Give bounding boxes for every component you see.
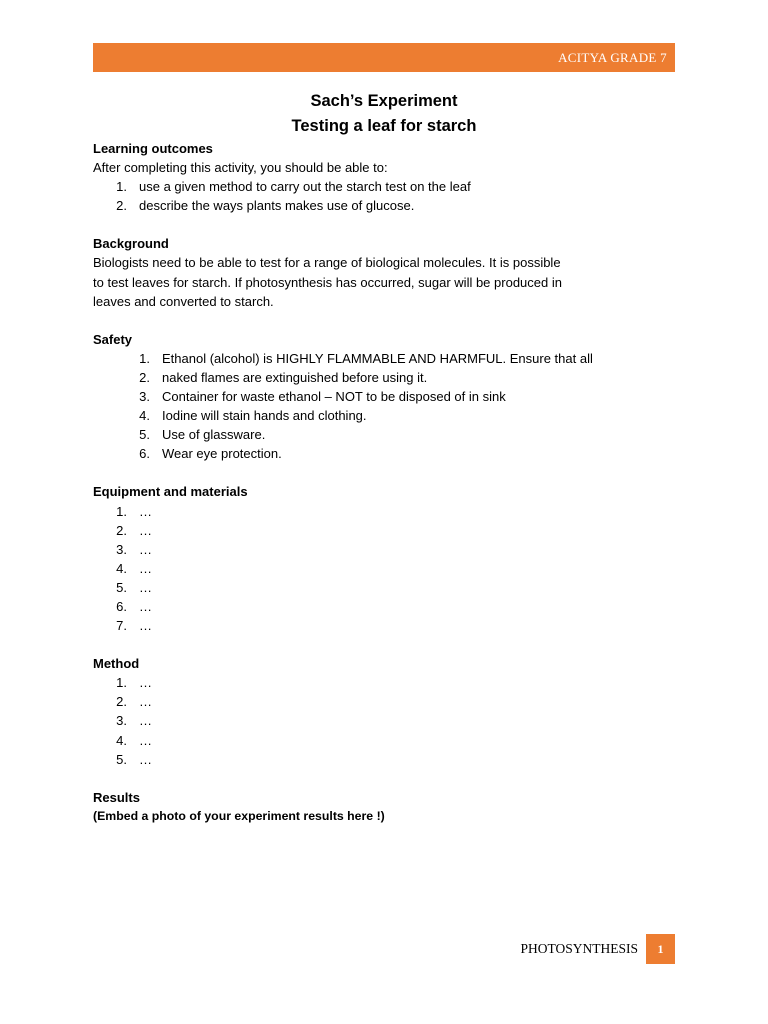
item-number: 1. [116, 675, 127, 691]
item-text: Ethanol (alcohol) is HIGHLY FLAMMABLE AND HARMFUL. Ensure that all [162, 350, 593, 366]
list-item [93, 711, 653, 730]
item-text: … [139, 522, 152, 538]
list-item [93, 597, 653, 616]
spacer [93, 635, 653, 654]
item-text: Use of glassware. [162, 427, 266, 443]
background-line: to test leaves for starch. If photosynthesis has occurred, sugar will be produced in [93, 274, 562, 290]
item-text: … [139, 694, 152, 710]
item-text: Container for waste ethanol – NOT to be disposed of in sink [162, 389, 506, 405]
item-text: … [139, 560, 152, 576]
list-item [93, 196, 653, 215]
item-number: 2. [116, 198, 127, 214]
background-heading: Background [93, 236, 169, 252]
item-number: 4. [116, 732, 127, 748]
item-text: use a given method to carry out the starch test on the leaf [139, 179, 471, 195]
list-item [93, 559, 653, 578]
safety-list [93, 349, 653, 464]
item-number: 5. [116, 579, 127, 595]
item-text: Wear eye protection. [162, 446, 282, 462]
list-item [93, 540, 653, 559]
background-line: leaves and converted to starch. [93, 293, 274, 309]
item-number: 5. [116, 751, 127, 767]
title-line-2: Testing a leaf for starch [291, 117, 477, 135]
item-text: … [139, 503, 152, 519]
list-item [93, 425, 653, 444]
item-number: 4. [116, 560, 127, 576]
results-note: (Embed a photo of your experiment results here !) [93, 808, 385, 823]
item-text: … [139, 598, 152, 614]
item-number: 7. [116, 618, 127, 634]
item-text: Iodine will stain hands and clothing. [162, 408, 367, 424]
list-item [93, 750, 653, 769]
spacer [93, 769, 653, 788]
document-body [93, 139, 653, 826]
item-number: 5. [139, 427, 150, 443]
item-number: 3. [116, 541, 127, 557]
list-item [93, 349, 653, 368]
list-item [93, 578, 653, 597]
background-line: Biologists need to be able to test for a range of biological molecules. It is possible [93, 255, 561, 271]
item-text: … [139, 713, 152, 729]
item-number: 1. [116, 503, 127, 519]
spacer [93, 311, 653, 330]
item-number: 1. [139, 350, 150, 366]
list-item [93, 387, 653, 406]
learning-outcomes-list [93, 177, 653, 215]
item-number: 6. [139, 446, 150, 462]
list-item [93, 502, 653, 521]
item-number: 2. [116, 694, 127, 710]
list-item [93, 177, 653, 196]
spacer [93, 215, 653, 234]
list-item [93, 521, 653, 540]
item-text: … [139, 541, 152, 557]
list-item [93, 673, 653, 692]
safety-heading: Safety [93, 331, 133, 347]
method-heading: Method [93, 656, 140, 672]
page-number: 1 [646, 934, 675, 964]
item-text: … [139, 751, 152, 767]
list-item [93, 731, 653, 750]
item-text: … [139, 579, 152, 595]
list-item [93, 444, 653, 463]
item-number: 1. [116, 179, 127, 195]
learning-outcomes-heading: Learning outcomes [93, 141, 213, 156]
results-heading: Results [93, 789, 140, 805]
list-item [93, 616, 653, 635]
item-text: describe the ways plants makes use of glucose. [139, 198, 415, 214]
equipment-heading: Equipment and materials [93, 484, 248, 500]
item-text: … [139, 618, 152, 634]
method-list [93, 673, 653, 768]
learning-outcomes-intro: After completing this activity, you should be able to: [93, 160, 388, 176]
list-item [93, 368, 653, 387]
item-text: naked flames are extinguished before using it. [162, 369, 428, 385]
spacer [93, 463, 653, 482]
header-bar [93, 43, 675, 72]
list-item [93, 406, 653, 425]
list-item [93, 692, 653, 711]
item-number: 3. [116, 713, 127, 729]
item-number: 2. [139, 369, 150, 385]
item-number: 6. [116, 598, 127, 614]
equipment-list [93, 502, 653, 636]
page-footer [470, 934, 675, 964]
item-number: 4. [139, 408, 150, 424]
footer-title: PHOTOSYNTHESIS [520, 941, 638, 956]
header-title: ACITYA GRADE 7 [558, 49, 667, 65]
item-number: 3. [139, 389, 150, 405]
item-text: … [139, 732, 152, 748]
item-number: 2. [116, 522, 127, 538]
document-title [93, 89, 675, 139]
title-line-1: Sach’s Experiment [310, 92, 458, 110]
item-text: … [139, 675, 152, 691]
